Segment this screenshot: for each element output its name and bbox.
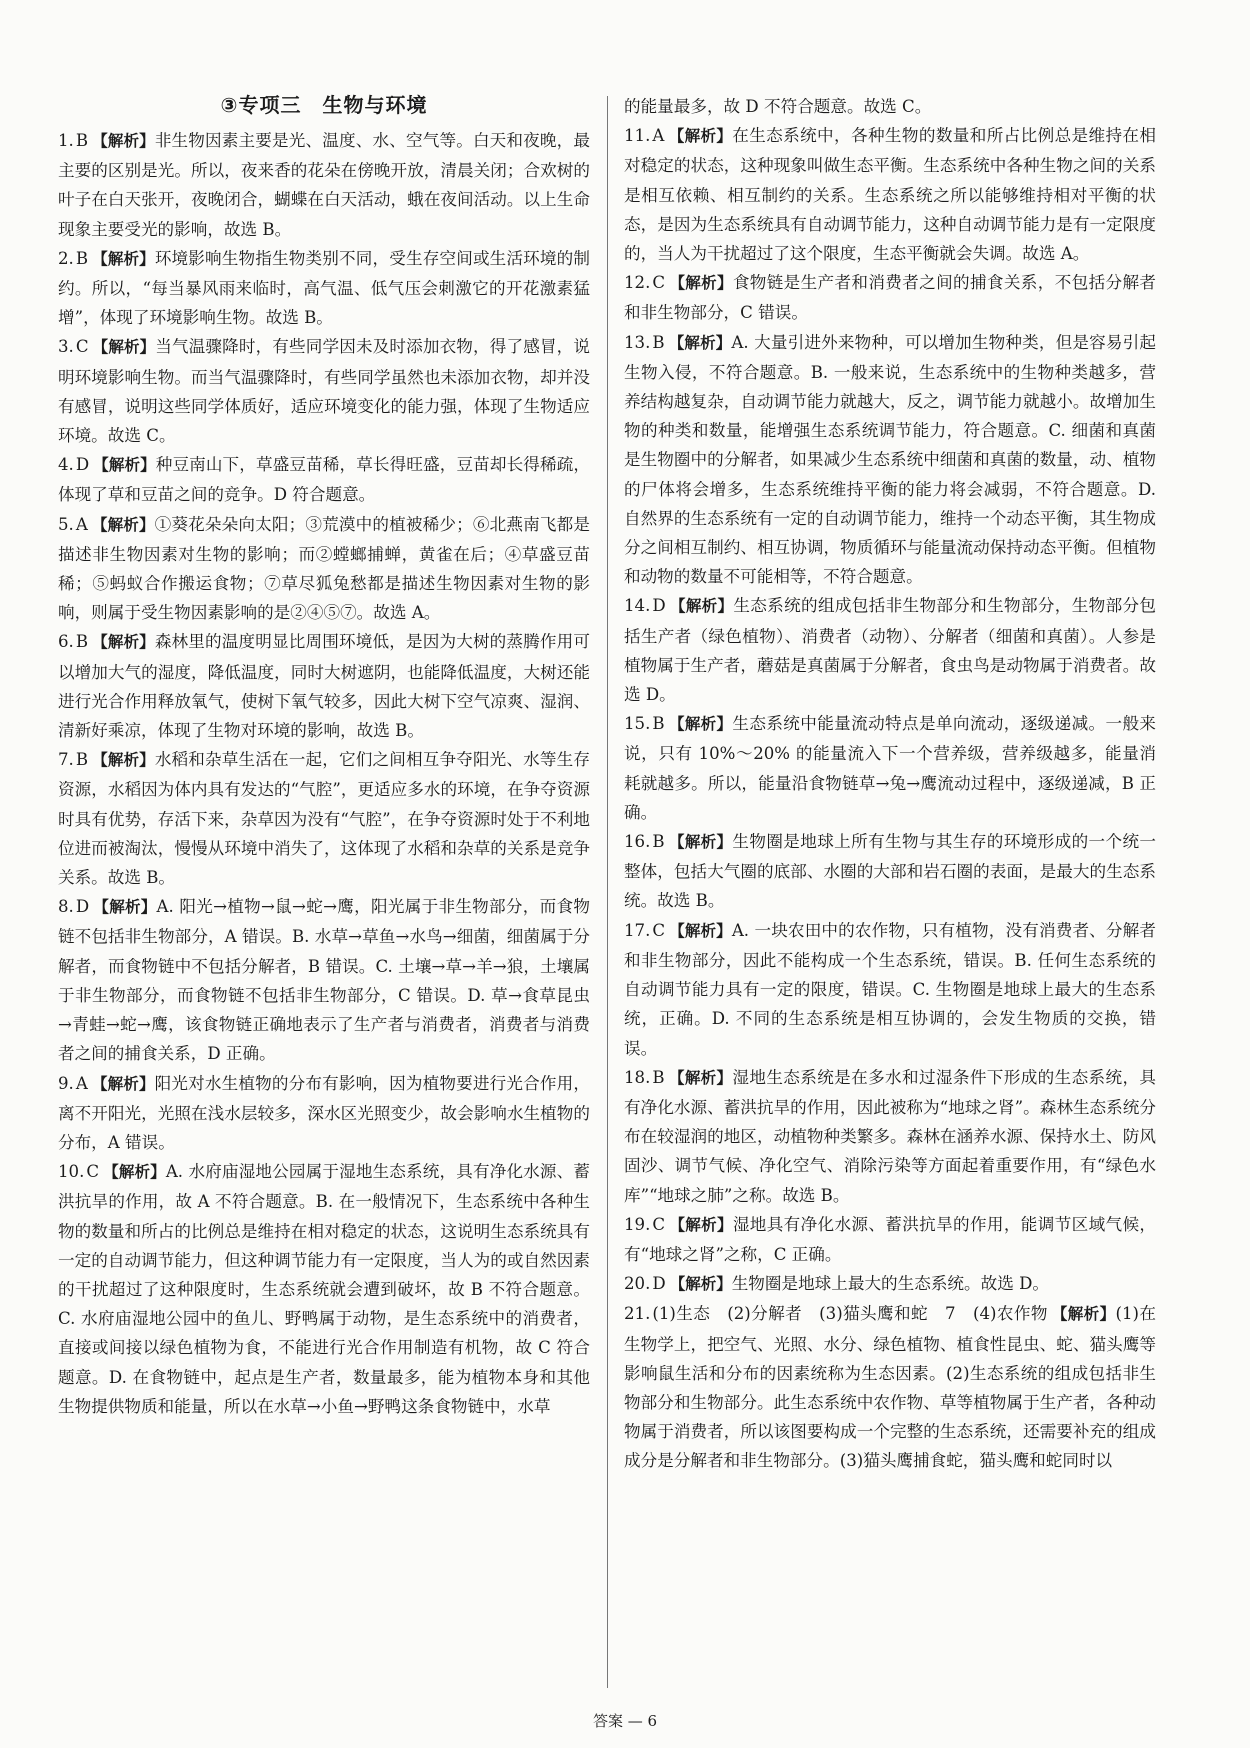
answer-item: [624, 709, 1156, 827]
question-number: 15.: [624, 714, 651, 734]
answer-item: [624, 916, 1156, 1063]
analysis-tag: 【解析】: [668, 127, 733, 146]
answer-choice: B: [652, 832, 665, 852]
answer-choice: D: [652, 1274, 666, 1294]
answer-item: [624, 328, 1156, 592]
analysis-text: 食物链是生产者和消费者之间的捕食关系，不包括分解者和非生物部分，C 错误。: [624, 273, 1156, 323]
question-number: 2.: [58, 248, 74, 268]
section-title: ③专项三 生物与环境: [220, 93, 428, 117]
right-answer-list: [624, 121, 1156, 1475]
analysis-text: A. 阳光→植物→鼠→蛇→鹰，阳光属于非生物部分，而食物链不包括非生物部分，A 错误。B. 水草→草鱼→水鸟→细菌，细菌属于分解者，而食物链中不包括分解者，B 错误。C. 土壤→草→羊→狼，土壤属于非生物部分，而食物链不包括非生物部分，C 错误。D. 草→食草昆虫→青蛙→蛇→鹰，该食物链正确地表示了生产者与消费者，消费者与消费者之间的捕食关系，D 正确。: [58, 897, 590, 1064]
answer-choice: B: [652, 332, 665, 352]
answer-choice: A: [652, 126, 665, 146]
analysis-text: 生态系统的组成包括非生物部分和生物部分，生物部分包括生产者（绿色植物）、消费者（动物）、分解者（细菌和真菌）。人参是植物属于生产者，蘑菇是真菌属于分解者，食虫鸟是动物属于消费者。故选 D。: [624, 596, 1156, 705]
answer-choice: B: [652, 1067, 665, 1087]
answer-choice: D: [75, 897, 90, 917]
question-number: 11.: [624, 126, 651, 146]
left-column: [58, 92, 590, 1692]
answer-choice: B: [652, 714, 665, 734]
analysis-tag: 【解析】: [669, 274, 733, 293]
analysis-text: 在生态系统中，各种生物的数量和所占比例总是维持在相对稳定的状态，这种现象叫做生态平衡。生态系统中各种生物之间的关系是相互依赖、相互制约的关系。生态系统之所以能够维持相对平衡的状态，是因为生态系统具有自动调节能力，这种自动调节能力是有一定限度的，当人为干扰超过了这个限度，生态平衡就会失调。故选 A。: [624, 126, 1156, 264]
question-number: 20.: [624, 1274, 651, 1294]
question-number: 10.: [58, 1162, 85, 1182]
analysis-tag: 【解析】: [669, 921, 732, 940]
question-number: 13.: [624, 332, 651, 352]
answer-choice: C: [652, 920, 666, 940]
analysis-tag: 【解析】: [93, 898, 157, 917]
left-answer-list: [58, 126, 590, 1421]
answer-item: [58, 1157, 590, 1421]
answer-item: [624, 827, 1156, 916]
answer-choice: A: [75, 1073, 88, 1093]
analysis-tag: 【解析】: [668, 1068, 733, 1087]
analysis-text: 生物圈是地球上所有生物与其生存的环境形成的一个统一整体，包括大气圈的底部、水圈的大部和岩石圈的表面，是最大的生态系统。故选 B。: [624, 832, 1156, 911]
answer-choice: B: [75, 750, 89, 770]
analysis-text: 生态系统中能量流动特点是单向流动，逐级递减。一般来说，只有 10%～20% 的能量流入下一个营养级，营养级越多，能量消耗就越多。所以，能量沿食物链草→兔→鹰流动过程中，逐级递减，B 正确。: [624, 714, 1156, 822]
continued-text: 的能量最多，故 D 不符合题意。故选 C。: [624, 97, 932, 116]
analysis-text: 湿地具有净化水源、蓄洪抗旱的作用，能调节区域气候，有“地球之肾”之称，C 正确。: [624, 1214, 1156, 1264]
answer-choice: B: [75, 632, 89, 652]
question-number: 19.: [624, 1214, 651, 1234]
answer-item: [624, 1063, 1156, 1210]
question-number: 14.: [624, 596, 651, 616]
analysis-tag: 【解析】: [92, 132, 155, 150]
question-number: 5.: [58, 514, 74, 534]
analysis-tag: 【解析】: [91, 1074, 155, 1093]
right-column: [624, 92, 1156, 1692]
question-number: 3.: [58, 337, 74, 357]
analysis-text: 阳光对水生植物的分布有影响，因为植物要进行光合作用，离不开阳光，光照在浅水层较多，深水区光照变少，故会影响水生植物的分布，A 错误。: [58, 1073, 590, 1152]
answer-item: [624, 1299, 1156, 1475]
analysis-text: ①葵花朵朵向太阳；③荒漠中的植被稀少；⑥北燕南飞都是描述非生物因素对生物的影响；而②螳螂捕蝉，黄雀在后；④草盛豆苗稀；⑤蚂蚁合作搬运食物；⑦草尽狐兔愁都是描述生物因素对生物的影响，则属于受生物因素影响的是②④⑤⑦。故选 A。: [58, 514, 590, 623]
answer-choice: C: [86, 1162, 100, 1182]
answer-choice: D: [652, 596, 666, 616]
answer-item: [58, 332, 590, 450]
analysis-text: 水稻和杂草生活在一起，它们之间相互争夺阳光、水等生存资源，水稻因为体内具有发达的“气腔”，更适应多水的环境，在争夺资源时具有优势，存活下来，杂草因为没有“气腔”，在争夺资源时处于不利地位进而被淘汰，慢慢从环境中消失了，这体现了水稻和杂草的关系是竞争关系。故选 B。: [58, 750, 590, 888]
answer-choice: B: [75, 248, 89, 268]
answer-item: [58, 450, 590, 509]
answer-item: [58, 892, 590, 1068]
analysis-tag: 【解析】: [93, 456, 156, 475]
answer-item: [624, 591, 1156, 709]
question-number: 6.: [58, 632, 74, 652]
answer-item: [624, 1210, 1156, 1269]
answer-item: [58, 745, 590, 892]
answer-choice: C: [75, 337, 89, 357]
answer-item: [58, 126, 590, 244]
question-number: 21.: [624, 1304, 651, 1324]
analysis-text: A. 大量引进外来物种，可以增加生物种类，但是容易引起生物入侵，不符合题意。B. 一般来说，生态系统中的生物种类越多，营养结构越复杂，自动调节能力就越大，反之，调节能力就越小。故增加生物的种类和数量，能增强生态系统调节能力，符合题意。C. 细菌和真菌是生物圈中的分解者，如果减少生态系统中细菌和真菌的数量，动、植物的尸体将会增多，生态系统维持平衡的能力将会减弱，不符合题意。D. 自然界的生态系统有一定的自动调节能力，维持一个动态平衡，其生物成分之间相互制约、相互协调，物质循环与能量流动保持动态平衡。但植物和动物的数量不可能相等，不符合题意。: [624, 332, 1156, 587]
answer-choice: B: [75, 131, 89, 150]
question-number: 8.: [58, 897, 74, 917]
answer-item: [624, 121, 1156, 268]
analysis-tag: 【解析】: [92, 751, 155, 770]
analysis-tag: 【解析】: [92, 338, 156, 357]
question-number: 16.: [624, 832, 651, 852]
question-number: 18.: [624, 1067, 651, 1087]
analysis-tag: 【解析】: [103, 1163, 166, 1182]
analysis-tag: 【解析】: [669, 1275, 732, 1294]
question-number: 4.: [58, 455, 74, 475]
analysis-tag: 【解析】: [92, 633, 155, 652]
answer-item: [58, 1069, 590, 1158]
answer-page: [58, 92, 1158, 1692]
answer-choice: (1)生态 (2)分解者 (3)猫头鹰和蛇 7 (4)农作物: [652, 1304, 1048, 1324]
page-number: 答案 — 6: [592, 1712, 658, 1730]
answer-choice: A: [75, 514, 88, 534]
answer-item: [58, 510, 590, 628]
answer-item: [624, 1269, 1156, 1299]
answer-choice: C: [652, 273, 666, 293]
analysis-tag: 【解析】: [91, 515, 155, 534]
question-number: 1.: [58, 131, 74, 150]
question-number: 12.: [624, 273, 651, 293]
answer-choice: C: [652, 1214, 666, 1234]
analysis-tag: 【解析】: [668, 833, 733, 852]
analysis-text: 森林里的温度明显比周围环境低，是因为大树的蒸腾作用可以增加大气的湿度，降低温度，同时大树遮阴，也能降低温度，大树还能进行光合作用释放氧气，使树下氧气较多，因此大树下空气凉爽、湿润、清新好乘凉，体现了生物对环境的影响，故选 B。: [58, 632, 590, 741]
column-divider: [607, 96, 608, 1688]
answer-item: [58, 244, 590, 333]
analysis-text: (1)在生物学上，把空气、光照、水分、绿色植物、植食性昆虫、蛇、猫头鹰等影响鼠生活和分布的因素统称为生态因素。(2)生态系统的组成包括非生物部分和生物部分。此生态系统中农作物、草等植物属于生产者，各种动物属于消费者，所以该图要构成一个完整的生态系统，还需要补充的组成成分是分解者和非生物部分。(3)猫头鹰捕食蛇，猫头鹰和蛇同时以: [624, 1304, 1156, 1471]
analysis-text: 种豆南山下，草盛豆苗稀，草长得旺盛，豆苗却长得稀疏，体现了草和豆苗之间的竞争。D 符合题意。: [58, 455, 590, 505]
answer-choice: D: [75, 455, 90, 475]
analysis-tag: 【解析】: [92, 249, 155, 268]
question-number: 7.: [58, 750, 74, 770]
analysis-text: A. 一块农田中的农作物，只有植物，没有消费者、分解者和非生物部分，因此不能构成一个生态系统，错误。B. 任何生态系统的自动调节能力具有一定的限度，错误。C. 生物圈是地球上最大的生态系统，正确。D. 不同的生态系统是相互协调的，会发生物质的交换，错误。: [624, 920, 1156, 1058]
analysis-text: 非生物因素主要是光、温度、水、空气等。白天和夜晚，最主要的区别是光。所以，夜来香的花朵在傍晚开放，清晨关闭；合欢树的叶子在白天张开，夜晚闭合，蝴蝶在白天活动，蛾在夜间活动。以上生命现象主要受光的影响，故选 B。: [58, 131, 590, 239]
analysis-text: 环境影响生物指生物类别不同，受生存空间或生活环境的制约。所以，“每当暴风雨来临时，高气温、低气压会刺激它的开花激素猛增”，体现了环境影响生物。故选 B。: [58, 248, 590, 328]
analysis-tag: 【解析】: [668, 715, 733, 734]
analysis-tag: 【解析】: [1051, 1305, 1116, 1324]
answer-item: [624, 268, 1156, 327]
analysis-text: A. 水府庙湿地公园属于湿地生态系统，具有净化水源、蓄洪抗旱的作用，故 A 不符合题意。B. 在一般情况下，生态系统中各种生物的数量和所占的比例总是维持在相对稳定的状态，这说明生态系统具有一定的自动调节能力，但这种调节能力有一定限度，当人为的或自然因素的干扰超过了这种限度时，生态系统就会遭到破坏，故 B 不符合题意。C. 水府庙湿地公园中的鱼儿、野鸭属于动物，是生态系统中的消费者，直接或间接以绿色植物为食，不能进行光合作用制造有机物，故 C 符合题意。D. 在食物链中，起点是生产者，数量最多，能为植物本身和其他生物提供物质和能量，所以在水草→小鱼→野鸭这条食物链中，水草: [58, 1162, 590, 1416]
question-number: 9.: [58, 1073, 74, 1093]
analysis-tag: 【解析】: [669, 597, 734, 616]
analysis-tag: 【解析】: [669, 1215, 733, 1234]
question-number: 17.: [624, 920, 651, 940]
analysis-tag: 【解析】: [668, 333, 732, 352]
analysis-text: 湿地生态系统是在多水和过湿条件下形成的生态系统，具有净化水源、蓄洪抗旱的作用，因此被称为“地球之肾”。森林生态系统分布在较湿润的地区，动植物种类繁多。森林在涵养水源、保持水土、防风固沙、调节气候、净化空气、消除污染等方面起着重要作用，有“绿色水库”“地球之肺”之称。故选 B。: [624, 1067, 1156, 1205]
analysis-text: 生物圈是地球上最大的生态系统。故选 D。: [731, 1274, 1049, 1294]
answer-item: [58, 627, 590, 745]
analysis-text: 当气温骤降时，有些同学因未及时添加衣物，得了感冒，说明环境影响生物。而当气温骤降时，有些同学虽然也未添加衣物，却并没有感冒，说明这些同学体质好，适应环境变化的能力强，体现了生物适应环境。故选 C。: [58, 337, 590, 446]
